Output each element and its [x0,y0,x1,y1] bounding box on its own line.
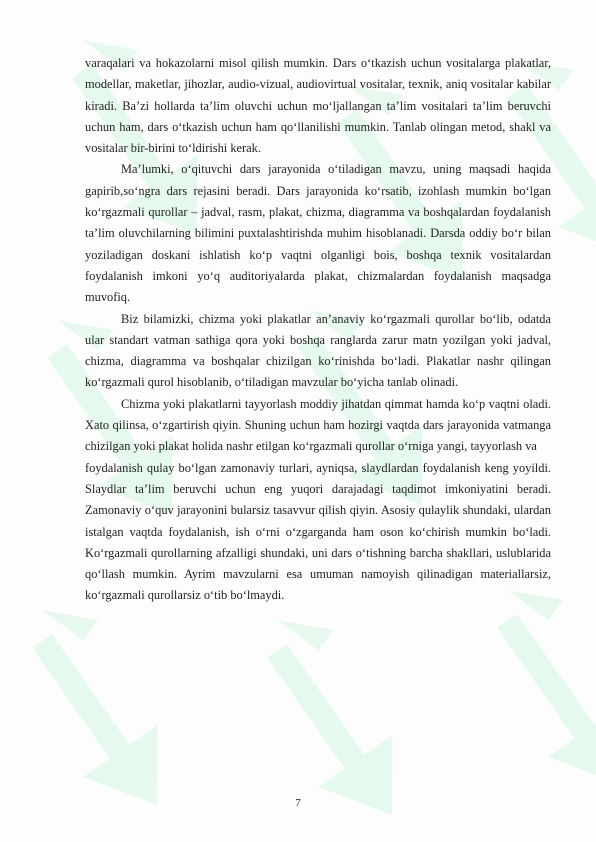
body-text [85,53,551,607]
paragraph: foydalanish qulay bo‘lgan zamonaviy turlari, ayniqsa, slaydlardan foydalanish keng yoyildi. Slaydlar ta’lim beruvchi uchun eng yuqori darajadagi taqdimot imkoniyatini beradi. Zamonaviy o‘quv jarayonini bularsiz tasavvur qilish qiyin. Asosiy qulaylik shundaki, ulardan istalgan vaqtda foydalanish, ish o‘rni o‘zgarganda ham oson ko‘chirish mumkin bo‘ladi. Ko‘rgazmali qurollarning afzalligi shundaki, uni dars o‘tishning barcha shakllari, uslublarida qo‘llash mumkin. Ayrim mavzularni esa umuman namoyish qilinadigan materiallarsiz, ko‘rgazmali qurollarsiz o‘tib bo‘lmaydi. [85,460,551,603]
paragraph: Ma’lumki, o‘qituvchi dars jarayonida o‘tiladigan mavzu, uning maqsadi haqida gapirib,so‘ngra dars rejasini beradi. Dars jarayonida ko‘rsatib, izohlash mumkin bo‘lgan ko‘rgazmali qurollar – jadval, rasm, plakat, chizma, diagramma va boshqalardan foydalanish ta’lim oluvchilarning bilimini puxtalashtirishda muhim hisoblanadi. Darsda oddiy bo‘r bilan yoziladigan doskani ishlatish ko‘p vaqtni olganligi bois, boshqa texnik vositalardan foydalanish imkoni yo‘q auditoriyalarda plakat, chizmalardan foydalanish maqsadga muvofiq. [85,162,551,305]
paragraph: Chizma yoki plakatlarni tayyorlash moddiy jihatdan qimmat hamda ko‘p vaqtni oladi. Xato qilinsa, o‘zgartirish qiyin. Shuning uchun ham hozirgi vaqtda dars jarayonida vatmanga chizilgan yoki plakat holida nashr etilgan ko‘rgazmali qurollar o‘rniga yangi, tayyorlash va [85,396,551,454]
paragraph: varaqalari va hokazolarni misol qilish mumkin. Dars o‘tkazish uchun vositalarga plakatlar, modellar, maketlar, jihozlar, audio-vizual, audiovirtual vositalar, texnik, aniq vositalar kabilar kiradi. Ba’zi hollarda ta’lim oluvchi uchun mo‘ljallangan ta’lim vositalari ta’lim beruvchi uchun ham, dars o‘tkazish uchun ham qo‘llanilishi mumkin. Tanlab olingan metod, shakl va vositalar bir-birini to‘ldirishi kerak. [85,56,551,156]
paragraph: Biz bilamizki, chizma yoki plakatlar an’anaviy ko‘rgazmali qurollar bo‘lib, odatda ular standart vatman sathiga qora yoki boshqa ranglarda zarur matn yozilgan yoki jadval, chizma, diagramma va boshqalar chizilgan ko‘rinishda bo‘ladi. Plakatlar nashr qilingan ko‘rgazmali qurol hisoblanib, o‘tiladigan mavzular bo‘yicha tanlab olinadi. [85,311,551,390]
watermark-arrow-icon [0,587,204,830]
page-number: 7 [295,797,301,809]
